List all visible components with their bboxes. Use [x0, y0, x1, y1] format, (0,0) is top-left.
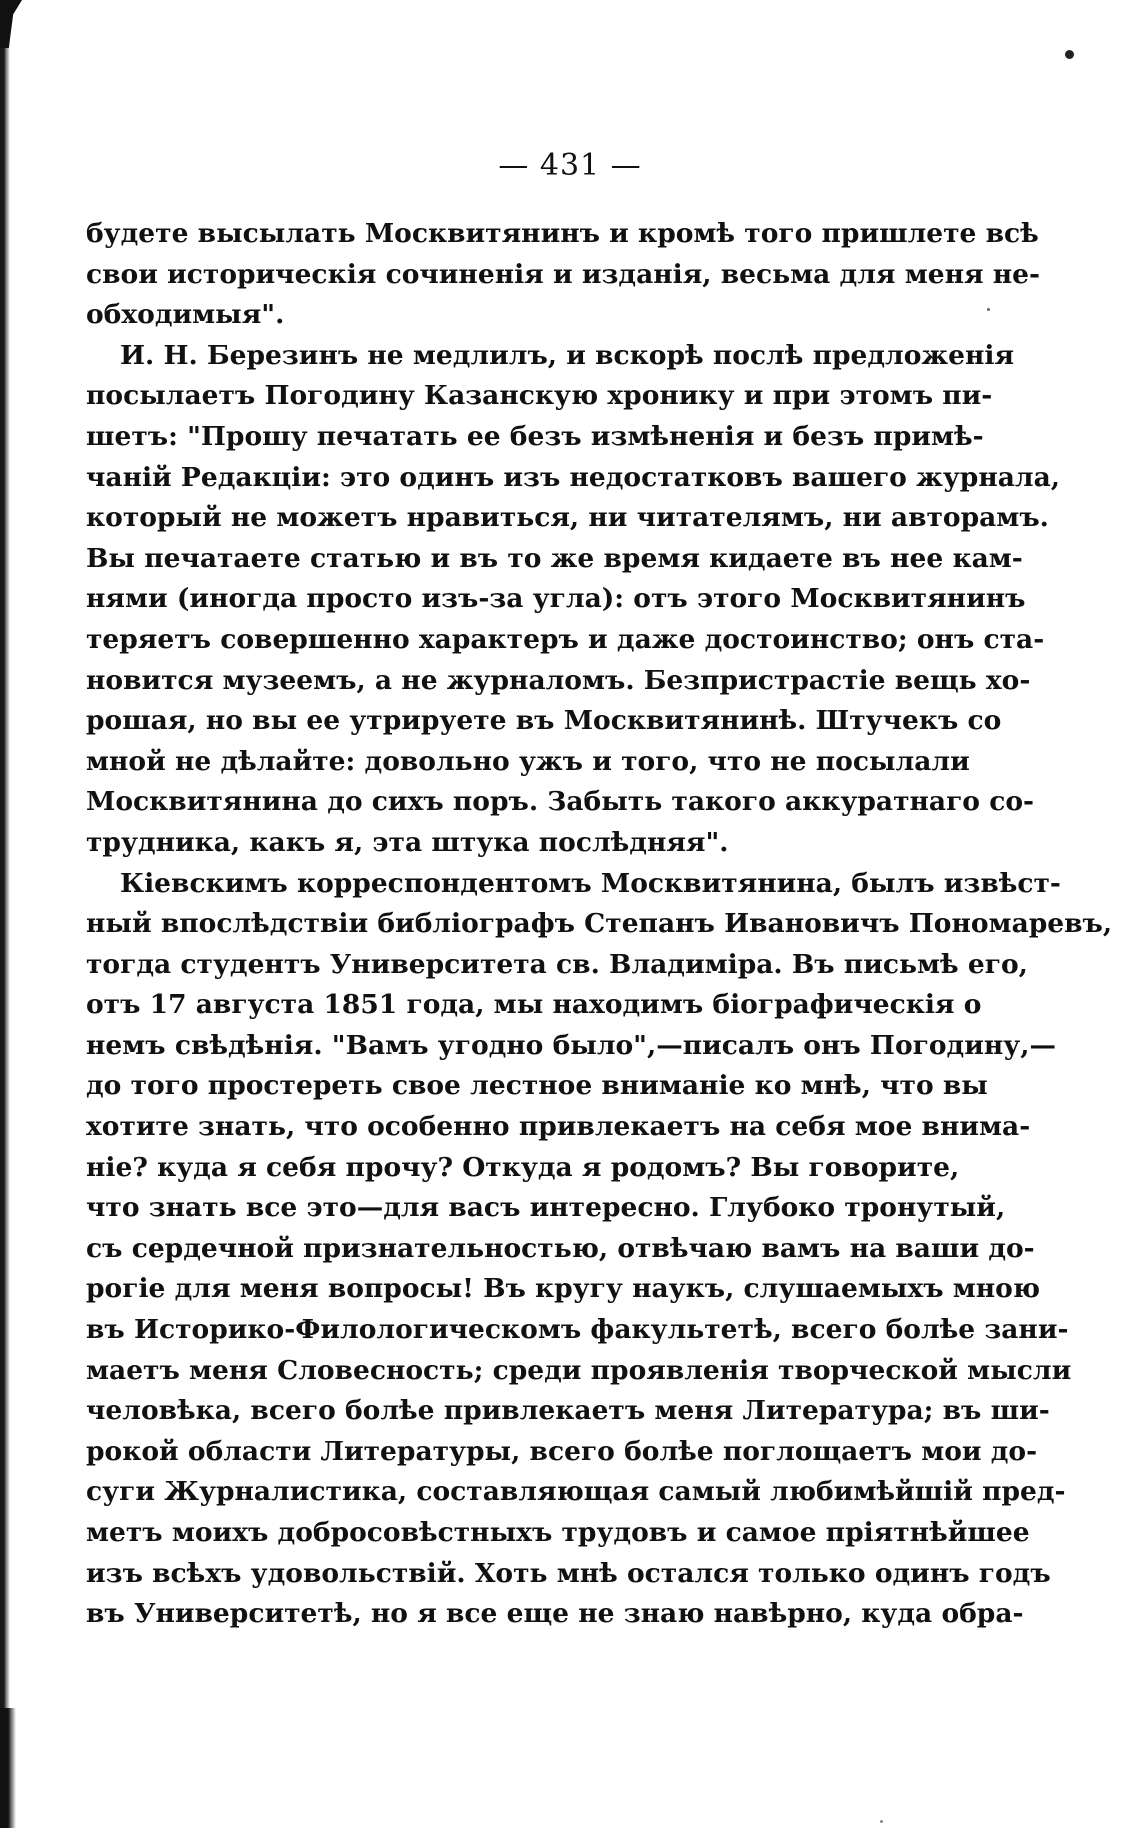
- text-line: метъ моихъ добросовѣстныхъ трудовъ и самое пріятнѣйшее: [86, 1517, 1030, 1548]
- text-line: Кіевскимъ корреспондентомъ Москвитянина, былъ извѣст-: [120, 867, 1061, 899]
- text-line: въ Историко-Филологическомъ факультетѣ, всего болѣе зани-: [86, 1314, 1069, 1346]
- text-line: рокой области Литературы, всего болѣе поглощаетъ мои до-: [86, 1435, 1038, 1467]
- body-text: [86, 214, 1113, 1635]
- ink-speck: [987, 308, 990, 311]
- text-line: чаній Редакціи: это одинъ изъ недостатковъ вашего журнала,: [86, 461, 1060, 493]
- text-line: хотите знать, что особенно привлекаетъ на себя мое внима-: [86, 1111, 1031, 1143]
- text-line: тогда студентъ Университета св. Владиміра. Въ письмѣ его,: [86, 948, 1028, 980]
- text-line: Москвитянина до сихъ поръ. Забыть такого аккуратнаго со-: [86, 786, 1035, 818]
- text-line: трудника, какъ я, эта штука послѣдняя".: [86, 826, 729, 858]
- text-line: изъ всѣхъ удовольствій. Хоть мнѣ остался только одинъ годъ: [86, 1557, 1051, 1589]
- text-line: что знать все это—для васъ интересно. Глубоко тронутый,: [86, 1192, 1006, 1224]
- text-line: свои историческія сочиненія и изданія, весьма для меня не-: [86, 258, 1041, 290]
- ink-speck: [1065, 50, 1074, 59]
- text-line: ніе? куда я себя прочу? Откуда я родомъ? Вы говорите,: [86, 1151, 960, 1183]
- page-number: — 431 —: [498, 148, 642, 183]
- text-line: ный впослѣдствіи библіографъ Степанъ Ивановичъ Пономаревъ,: [86, 908, 1113, 940]
- text-line: новится музеемъ, а не журналомъ. Безпристрастіе вещь хо-: [86, 664, 1031, 696]
- text-line: который не можетъ нравиться, ни читателямъ, ни авторамъ.: [86, 502, 1049, 534]
- text-line: Вы печатаете статью и въ то же время кидаете въ нее кам-: [86, 542, 1023, 574]
- scan-corner-mark: [0, 0, 22, 48]
- text-line: маетъ меня Словесность; среди проявленія творческой мысли: [86, 1354, 1072, 1386]
- text-line: посылаетъ Погодину Казанскую хронику и при этомъ пи-: [86, 380, 993, 412]
- text-line: отъ 17 августа 1851 года, мы находимъ біографическія о: [86, 989, 982, 1021]
- scan-bottom-mark: [0, 1708, 16, 1828]
- text-line: шетъ: "Прошу печатать ее безъ измѣненія и безъ примѣ-: [86, 420, 984, 452]
- text-line: немъ свѣдѣнія. "Вамъ угодно было",—писалъ онъ Погодину,—: [86, 1029, 1056, 1061]
- ink-speck: [880, 1820, 883, 1823]
- text-line: обходимыя".: [86, 299, 285, 331]
- text-line: рошая, но вы ее утрируете въ Москвитянинѣ. Штучекъ со: [86, 705, 1002, 737]
- text-line: суги Журналистика, составляющая самый любимѣйшій пред-: [86, 1476, 1066, 1508]
- binding-edge: [0, 0, 10, 1828]
- text-line: до того простереть свое лестное вниманіе ко мнѣ, что вы: [86, 1070, 988, 1102]
- text-line: И. Н. Березинъ не медлилъ, и вскорѣ послѣ предложенія: [120, 339, 1015, 371]
- text-line: мной не дѣлайте: довольно ужъ и того, что не посылали: [86, 745, 970, 777]
- text-line: рогіе для меня вопросы! Въ кругу наукъ, слушаемыхъ мною: [86, 1273, 1041, 1305]
- text-line: будете высылать Москвитянинъ и кромѣ того пришлете всѣ: [86, 218, 1039, 249]
- text-line: человѣка, всего болѣе привлекаетъ меня Литература; въ ши-: [86, 1395, 1050, 1427]
- text-line: въ Университетѣ, но я все еще не знаю навѣрно, куда обра-: [86, 1598, 1024, 1630]
- text-line: теряетъ совершенно характеръ и даже достоинство; онъ ста-: [86, 623, 1045, 655]
- text-line: съ сердечной признательностью, отвѣчаю вамъ на ваши до-: [86, 1232, 1035, 1264]
- text-line: нями (иногда просто изъ-за угла): отъ этого Москвитянинъ: [86, 583, 1026, 615]
